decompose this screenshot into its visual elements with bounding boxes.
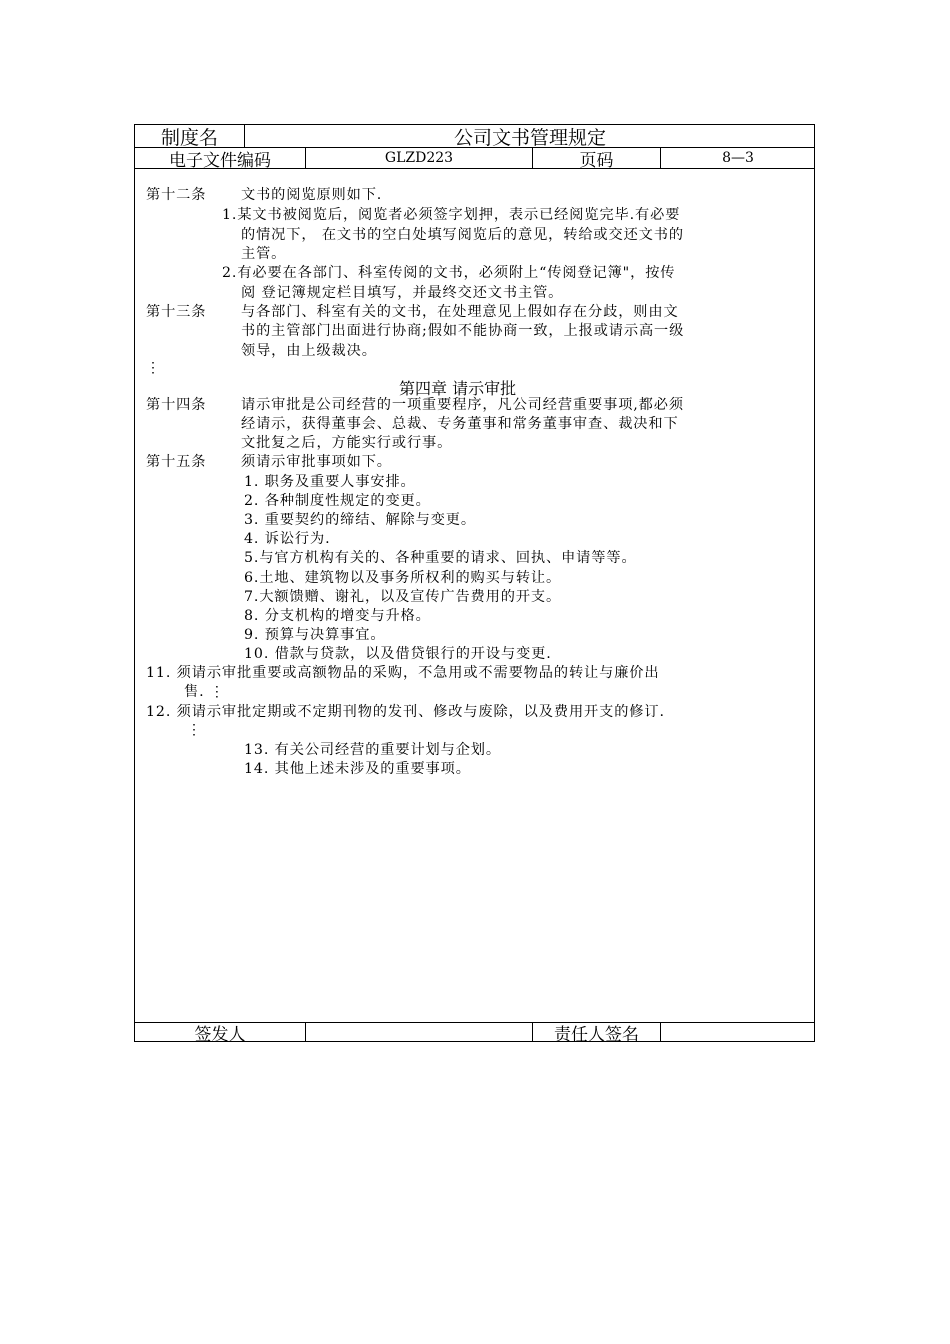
list-item-9: 9. 预算与决算事宜。 [244,627,386,643]
ellipsis-1: ⋮ [146,360,162,376]
article-13-label: 第十三条 [146,304,207,320]
list-item-5: 5.与官方机构有关的、各种重要的请求、回执、申请等等。 [244,550,637,566]
article-12-item-2-line-2: 阅 登记簿规定栏目填写，并最终交还文书主管。 [241,285,564,301]
list-item-2: 2. 各种制度性规定的变更。 [244,493,431,509]
list-item-11-line-2: 售. ⋮ [184,684,225,700]
article-12-item-1-line-3: 主管。 [241,246,287,262]
list-item-13: 13. 有关公司经营的重要计划与企划。 [244,742,501,758]
article-12-text: 文书的阅览原则如下. [241,187,383,203]
list-item-14: 14. 其他上述未涉及的重要事项。 [244,761,471,777]
article-14-line-3: 文批复之后，方能实行或行事。 [241,435,453,451]
list-item-11-line-1: 11. 须请示审批重要或高额物品的采购，不急用或不需要物品的转让与廉价出 [146,665,660,681]
list-item-7: 7.大额馈赠、谢礼，以及宣传广告费用的开支。 [244,589,562,605]
list-item-4: 4. 诉讼行为. [244,531,331,547]
article-15-label: 第十五条 [146,454,207,470]
list-item-6: 6.土地、建筑物以及事务所权利的购买与转让。 [244,570,562,586]
article-12-label: 第十二条 [146,187,207,203]
article-15-text: 须请示审批事项如下。 [241,454,392,470]
article-12-item-2-line-1: 2.有必要在各部门、科室传阅的文书，必须附上“传阅登记簿"，按传 [222,265,676,281]
document-title: 公司文书管理规定 [453,126,606,149]
article-14-label: 第十四条 [146,397,207,413]
page-label: 页码 [579,150,614,171]
article-14-line-1: 请示审批是公司经营的一项重要程序，凡公司经营重要事项,都必须 [241,397,684,413]
issuer-field[interactable] [306,1023,532,1042]
article-13-line-2: 书的主管部门出面进行协商;假如不能协商一致，上报或请示高一级 [241,323,685,339]
list-item-8: 8. 分支机构的增变与升格。 [244,608,431,624]
responsible-label: 责任人签名 [554,1025,639,1045]
list-item-12-line-1: 12. 须请示审批定期或不定期刊物的发刊、修改与废除，以及费用开支的修订. [146,704,665,720]
list-item-12-line-2: ⋮ [187,722,203,738]
list-item-1: 1. 职务及重要人事安排。 [244,474,416,490]
page-value: 8—3 [722,150,754,166]
article-12-item-1-line-2: 的情况下， 在文书的空白处填写阅览后的意见，转给或交还文书的 [241,227,684,243]
chapter-heading: 第四章 请示审批 [399,379,517,398]
code-label: 电子文件编码 [169,150,271,171]
article-13-line-3: 领导，由上级裁决。 [241,343,377,359]
article-14-line-2: 经请示，获得董事会、总裁、专务董事和常务董事审查、裁决和下 [241,416,679,432]
article-12-item-1-line-1: 1.某文书被阅览后，阅览者必须签字划押，表示已经阅览完毕.有必要 [222,207,681,223]
article-13-line-1: 与各部门、科室有关的文书，在处理意见上假如存在分歧，则由文 [241,304,679,320]
name-label: 制度名 [160,126,218,149]
code-value: GLZD223 [384,150,454,166]
responsible-signature-field[interactable] [661,1023,815,1042]
list-item-3: 3. 重要契约的缔结、解除与变更。 [244,512,476,528]
issuer-label: 签发人 [194,1025,246,1045]
list-item-10: 10. 借款与贷款，以及借贷银行的开设与变更. [244,646,552,662]
